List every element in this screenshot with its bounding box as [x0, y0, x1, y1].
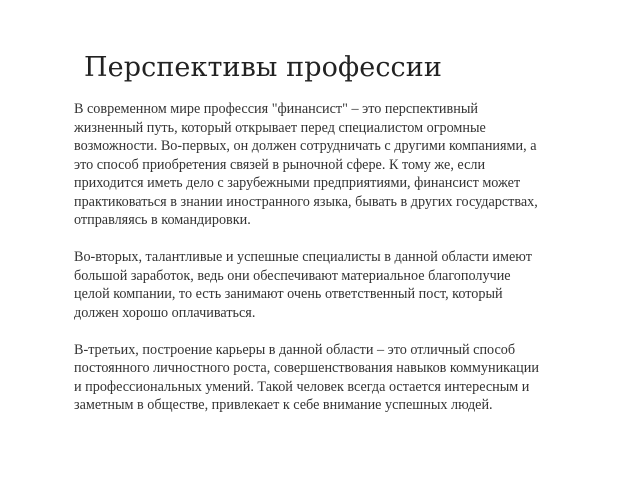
paragraph-first: В современном мире профессия "финансист" – это перспективный жизненный путь, который открывает перед специалистом огромные возможности. Во-первых, он должен сотрудничать с другими компаниями, а это способ приобретения связей в рыночной сфере. К тому же, если приходится иметь дело с зарубежными предприятиями, финансист может практиковаться в знании иностранного языка, бывать в других государствах, отправляясь в командировки. — [74, 101, 538, 228]
slide-title: Перспективы профессии — [84, 52, 442, 83]
paragraph-second: Во-вторых, талантливые и успешные специалисты в данной области имеют большой заработок, ведь они обеспечивают материальное благополучие целой компании, то есть занимают очень ответственный пост, который должен хорошо оплачиваться. — [74, 249, 532, 321]
paragraph-third: В-третьих, построение карьеры в данной области – это отличный способ постоянного личностного роста, совершенствования навыков коммуникации и профессиональных умений. Такой человек всегда остается интересным и заметным в обществе, привлекает к себе внимание успешных людей. — [74, 341, 539, 413]
slide-body — [74, 100, 574, 433]
